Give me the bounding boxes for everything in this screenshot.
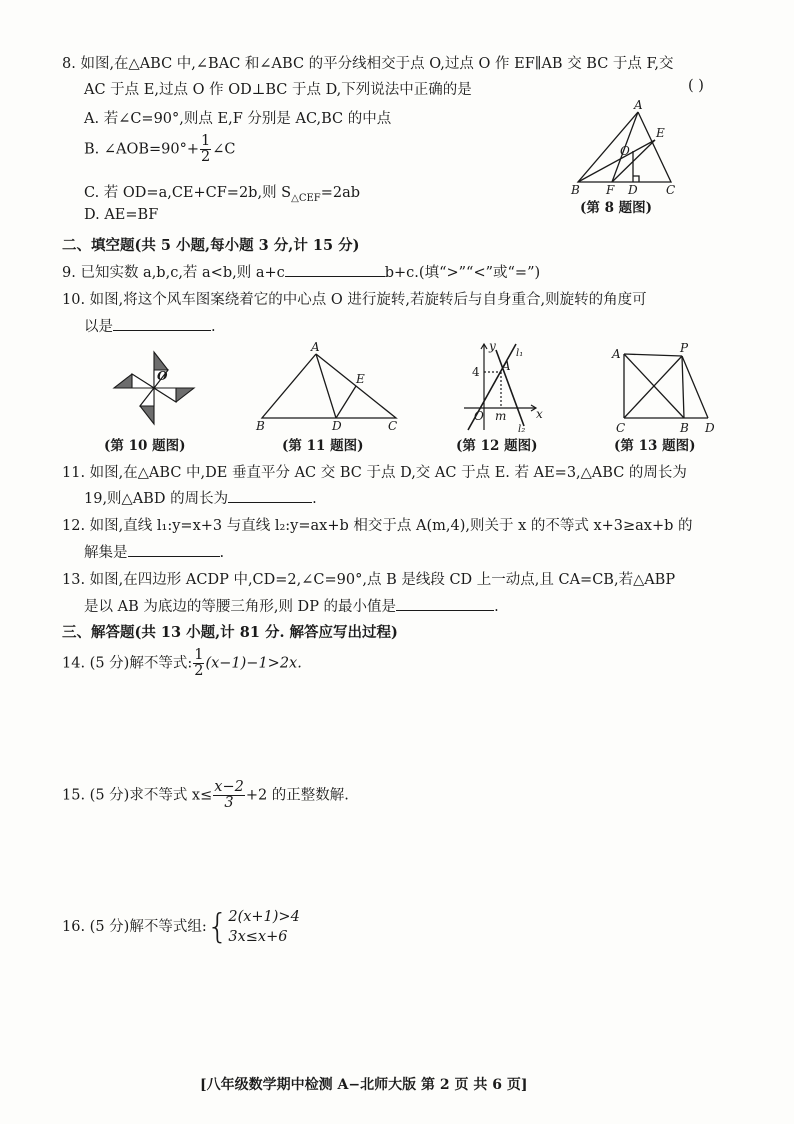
fig11-triangle bbox=[262, 354, 396, 418]
q8-option-b-pre: B. ∠AOB=90°+ bbox=[84, 141, 200, 158]
fig13-pc bbox=[624, 356, 682, 418]
q10-line2-post: . bbox=[211, 319, 216, 335]
q14-pre: 14. (5 分)解不等式: bbox=[62, 655, 193, 672]
figure-10-pinwheel bbox=[110, 348, 198, 428]
fig12-label-x: x bbox=[536, 407, 543, 421]
fraction-numerator: x−2 bbox=[214, 779, 244, 795]
q12-line1: 12. 如图,直线 l₁:y=x+3 与直线 l₂:y=ax+b 相交于点 A(m,4),则关于 x 的不等式 x+3≥ax+b 的 bbox=[62, 518, 693, 534]
q8-option-a: A. 若∠C=90°,则点 E,F 分别是 AC,BC 的中点 bbox=[84, 111, 392, 127]
q10-line2 bbox=[84, 315, 216, 336]
q8-option-d: D. AE=BF bbox=[84, 207, 159, 223]
fig13-ap bbox=[624, 354, 682, 356]
fig12-label-o: O bbox=[474, 409, 484, 423]
q8-option-c-post: =2ab bbox=[320, 185, 361, 201]
q16-system bbox=[228, 907, 299, 947]
fig8-label-o: O bbox=[620, 144, 630, 158]
fraction-denominator: 3 bbox=[224, 795, 234, 812]
fig12-caption: (第 12 题图) bbox=[456, 438, 538, 454]
pinwheel-blade bbox=[132, 374, 154, 388]
q16-system-line2: 3x≤x+6 bbox=[228, 929, 288, 945]
q8-option-b-fraction bbox=[200, 134, 211, 165]
fig12-label-m: m bbox=[495, 409, 507, 423]
fig11-label-b: B bbox=[256, 419, 265, 433]
q16-brace: { bbox=[206, 907, 229, 947]
fig11-label-c: C bbox=[388, 419, 398, 433]
q16-system-line1: 2(x+1)>4 bbox=[228, 909, 300, 925]
q13-line2-pre: 是以 AB 为底边的等腰三角形,则 DP 的最小值是 bbox=[84, 599, 397, 615]
q10-answer-blank[interactable] bbox=[113, 316, 211, 331]
figure-13 bbox=[612, 342, 722, 434]
fig12-label-l1: l₁ bbox=[516, 348, 524, 359]
q9-pre: 9. 已知实数 a,b,c,若 a<b,则 a+c bbox=[62, 265, 285, 281]
fig8-bisector-b bbox=[578, 140, 655, 182]
fig11-label-a: A bbox=[311, 340, 320, 354]
fig13-label-d: D bbox=[705, 421, 715, 435]
q16 bbox=[62, 907, 300, 947]
fig10-label-o: O bbox=[157, 369, 168, 383]
q8-answer-paren: ( ) bbox=[688, 78, 704, 94]
q8-option-c-pre: C. 若 OD=a,CE+CF=2b,则 S bbox=[84, 185, 292, 201]
fig13-label-p: P bbox=[680, 341, 689, 355]
fig13-pb bbox=[682, 356, 684, 418]
q9-post: b+c.(填“>”“<”或“=”) bbox=[384, 265, 541, 281]
q15-fraction bbox=[213, 780, 245, 811]
q15-post: +2 的正整数解. bbox=[245, 787, 349, 804]
q8-line2: AC 于点 E,过点 O 作 OD⊥BC 于点 D,下列说法中正确的是 bbox=[84, 82, 472, 98]
section-2-title: 二、填空题(共 5 小题,每小题 3 分,计 15 分) bbox=[62, 237, 360, 254]
fig8-label-c: C bbox=[666, 183, 676, 197]
q8-option-c-sub: △CEF bbox=[291, 192, 321, 204]
section-3-title: 三、解答题(共 13 小题,计 81 分. 解答应写出过程) bbox=[62, 624, 398, 641]
fig11-label-e: E bbox=[356, 372, 365, 386]
fig13-label-c: C bbox=[616, 421, 626, 435]
pinwheel-blade bbox=[140, 388, 154, 406]
q8-option-c bbox=[84, 181, 360, 204]
q11-line2-post: . bbox=[312, 491, 317, 507]
fig8-label-e: E bbox=[656, 126, 665, 140]
q11-answer-blank[interactable] bbox=[228, 488, 312, 503]
fig12-label-a: A bbox=[502, 359, 511, 373]
q13-answer-blank[interactable] bbox=[396, 596, 494, 611]
fig8-caption: (第 8 题图) bbox=[580, 200, 653, 216]
q12-line2 bbox=[84, 541, 224, 562]
fig8-label-a: A bbox=[634, 98, 643, 112]
fig8-right-angle bbox=[633, 176, 639, 182]
q9 bbox=[62, 261, 540, 282]
page-footer: [八年级数学期中检测 A−北师大版 第 2 页 共 6 页] bbox=[200, 1077, 528, 1093]
fig11-caption: (第 11 题图) bbox=[282, 438, 364, 454]
fig10-caption: (第 10 题图) bbox=[104, 438, 186, 454]
q14 bbox=[62, 648, 302, 679]
fig8-label-b: B bbox=[571, 183, 580, 197]
fraction-numerator: 1 bbox=[201, 133, 211, 149]
fraction-numerator: 1 bbox=[194, 647, 204, 663]
q8-option-b-post: ∠C bbox=[212, 141, 236, 158]
figure-12 bbox=[462, 340, 542, 434]
fig12-label-y: y bbox=[489, 339, 496, 353]
q12-line2-pre: 解集是 bbox=[84, 545, 128, 561]
fig11-label-d: D bbox=[332, 419, 342, 433]
q12-line2-post: . bbox=[219, 545, 225, 561]
q12-answer-blank[interactable] bbox=[128, 542, 220, 557]
q13-line2-post: . bbox=[494, 599, 499, 615]
q11-line1: 11. 如图,在△ABC 中,DE 垂直平分 AC 交 BC 于点 D,交 AC 于点 E. 若 AE=3,△ABC 的周长为 bbox=[62, 465, 687, 481]
q11-line2 bbox=[84, 487, 317, 508]
fraction-denominator: 2 bbox=[194, 663, 204, 680]
figure-11 bbox=[256, 342, 406, 434]
q13-line2 bbox=[84, 595, 499, 616]
fig8-label-f: F bbox=[606, 183, 615, 197]
q15-pre: 15. (5 分)求不等式 x≤ bbox=[62, 787, 213, 804]
q10-line2-pre: 以是 bbox=[84, 319, 113, 335]
q8-line1: 8. 如图,在△ABC 中,∠BAC 和∠ABC 的平分线相交于点 O,过点 O 作 EF∥AB 交 BC 于点 F,交 bbox=[62, 56, 674, 72]
fig13-pd bbox=[682, 356, 708, 418]
q9-answer-blank[interactable] bbox=[285, 262, 385, 277]
fig11-ad bbox=[316, 354, 336, 418]
fig12-label-4: 4 bbox=[472, 365, 480, 379]
q14-post: (x−1)−1>2x. bbox=[205, 655, 302, 672]
q13-line1: 13. 如图,在四边形 ACDP 中,CD=2,∠C=90°,点 B 是线段 CD 上一动点,且 CA=CB,若△ABP bbox=[62, 572, 676, 588]
q14-fraction bbox=[193, 648, 204, 679]
fig13-label-a: A bbox=[612, 347, 621, 361]
q16-pre: 16. (5 分)解不等式组: bbox=[62, 919, 207, 935]
q11-line2-pre: 19,则△ABD 的周长为 bbox=[84, 491, 229, 507]
fig12-label-l2: l₂ bbox=[518, 424, 526, 435]
fig11-de bbox=[336, 386, 356, 418]
q8-option-b bbox=[84, 134, 236, 165]
fig13-caption: (第 13 题图) bbox=[614, 438, 696, 454]
q15 bbox=[62, 780, 349, 811]
pinwheel-blade bbox=[154, 388, 176, 402]
figure-8 bbox=[570, 100, 700, 195]
fraction-denominator: 2 bbox=[201, 149, 211, 166]
q10-line1: 10. 如图,将这个风车图案绕着它的中心点 O 进行旋转,若旋转后与自身重合,则旋转的角度可 bbox=[62, 292, 647, 308]
fig13-label-b: B bbox=[680, 421, 689, 435]
fig8-label-d: D bbox=[628, 183, 638, 197]
